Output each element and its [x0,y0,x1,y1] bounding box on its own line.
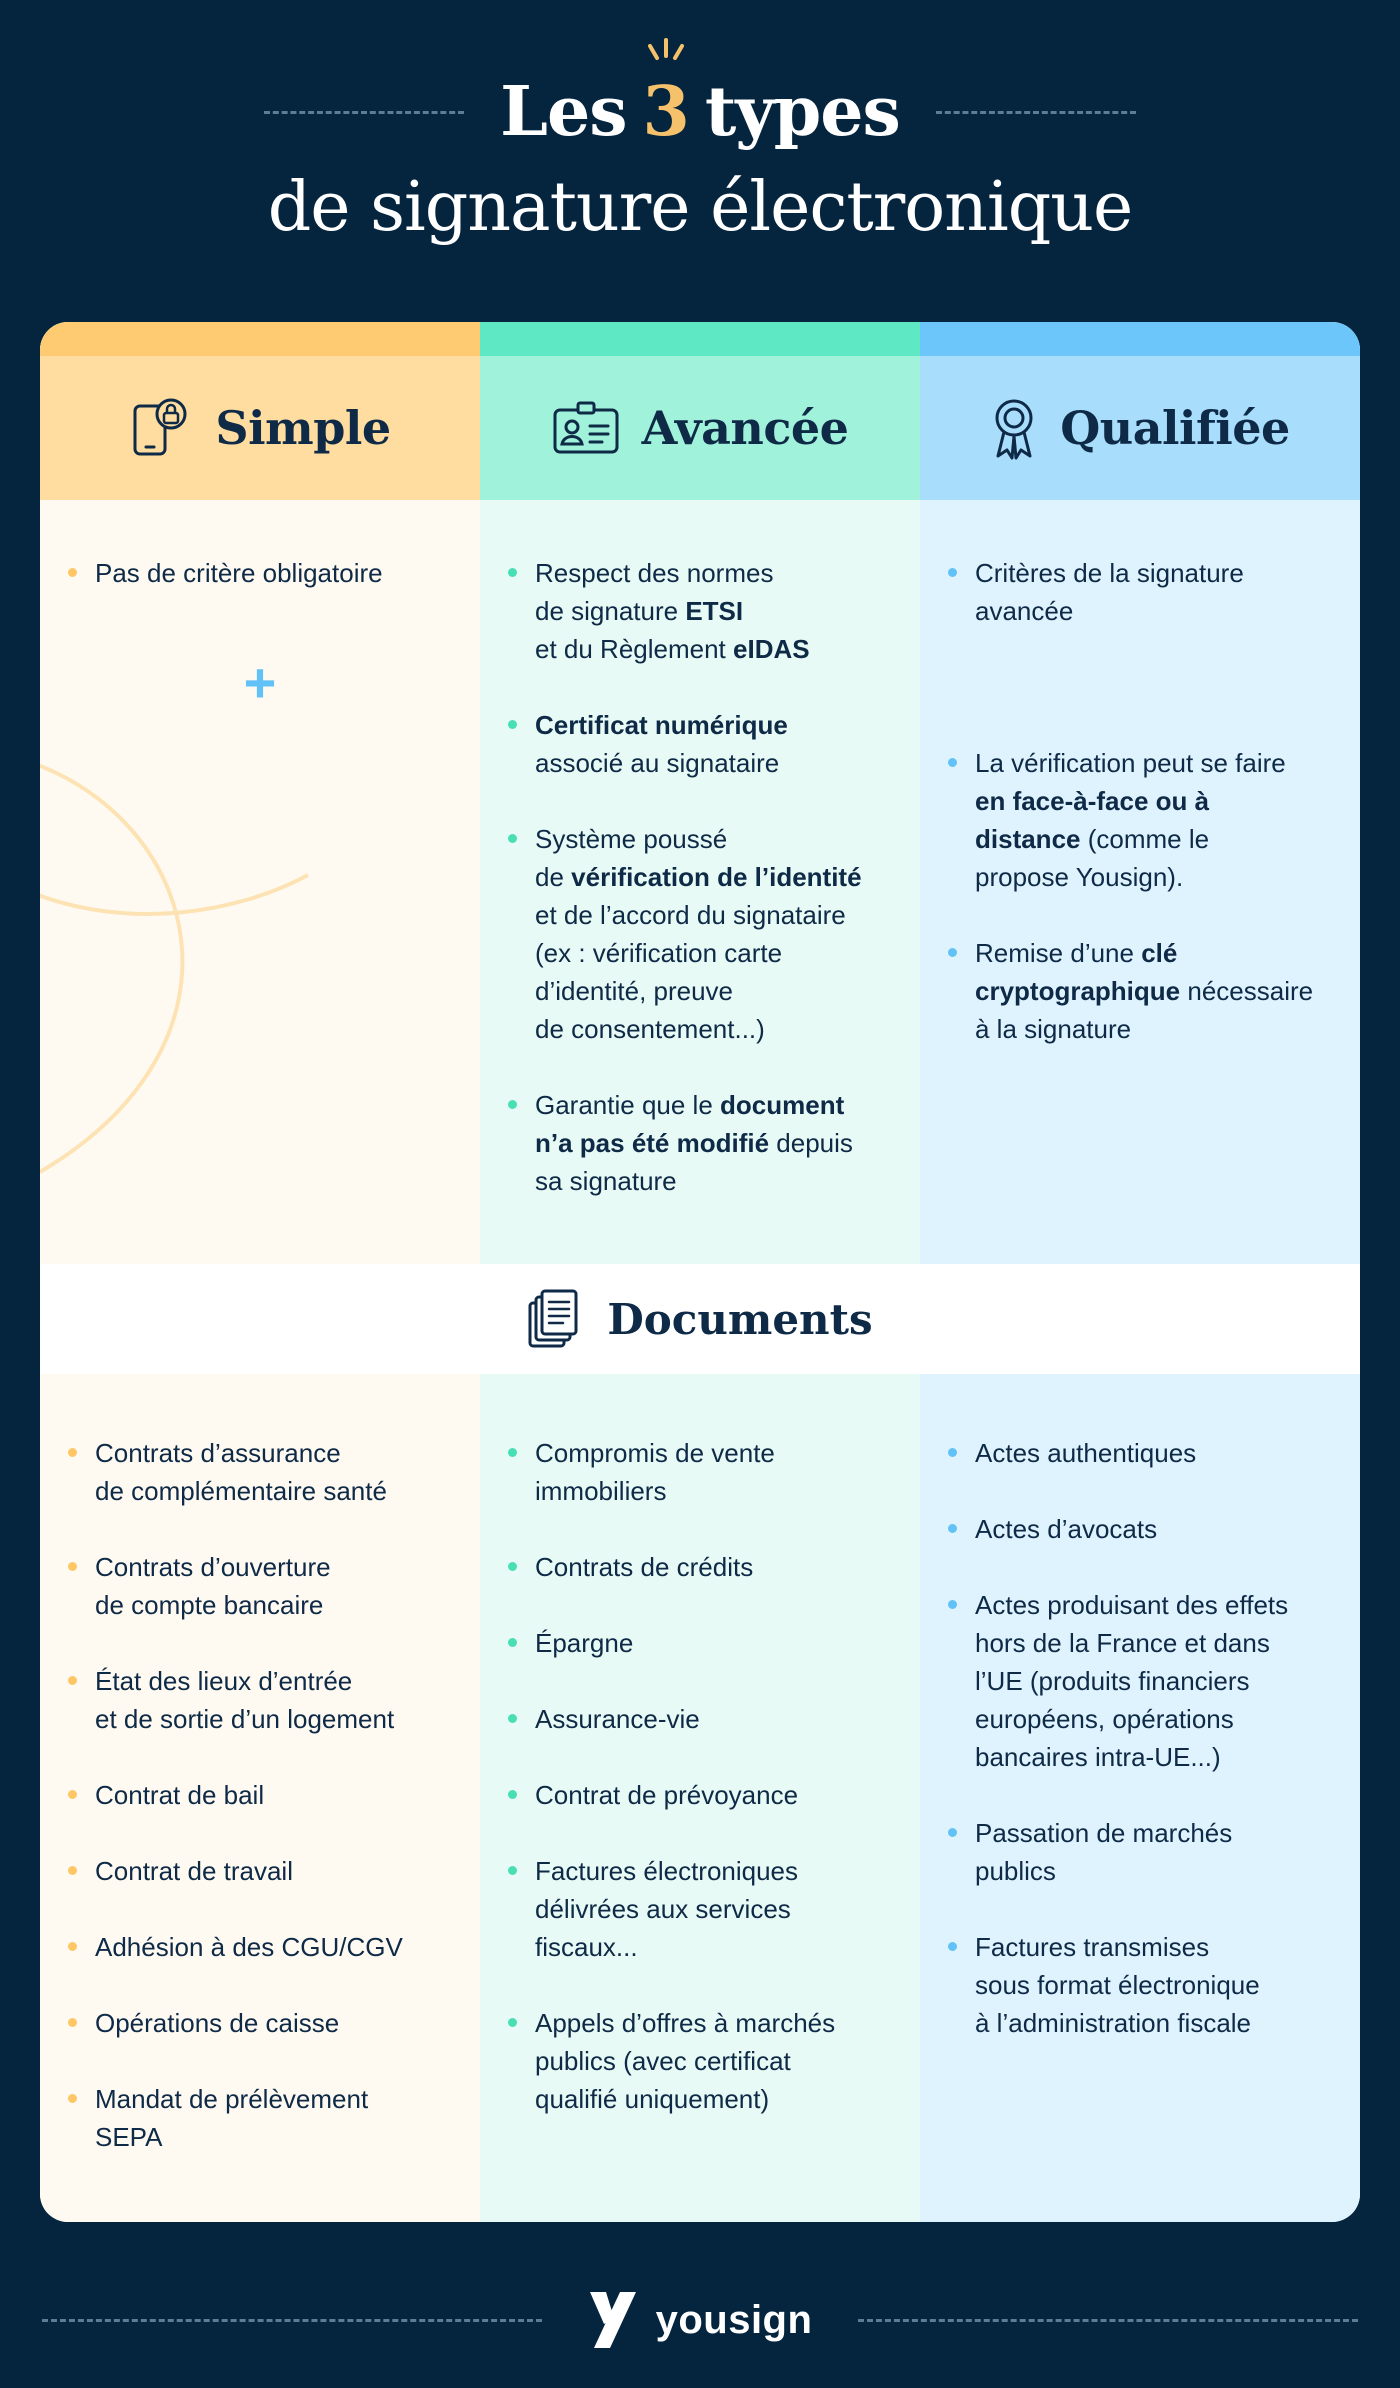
list-item: Opérations de caisse [68,2004,468,2042]
list-item: La vérification peut se faire en face-à-face ou à distance (comme le propose Yousign). [948,744,1348,896]
list-item: Contrats d’ouverture de compte bancaire [68,1548,468,1624]
list-item: Assurance-vie [508,1700,908,1738]
phone-lock-icon [129,396,193,460]
page-subtitle: de signature électronique [267,168,1133,247]
footer [0,2270,1400,2370]
brand-name: yousign [655,2297,813,2342]
list-item: Factures transmises sous format électronique à l’administration fiscale [948,1928,1348,2042]
list-item: Certificat numérique associé au signataire [508,706,908,782]
list-item: Épargne [508,1624,908,1662]
column-header-simple [40,356,480,500]
title-suffix: types [704,72,900,152]
page-title [500,72,900,152]
documents-title: Documents [607,1294,873,1344]
list-item: Factures électroniques délivrées aux services fiscaux... [508,1852,908,1966]
list-item: Adhésion à des CGU/CGV [68,1928,468,1966]
title-number [643,72,689,152]
list-item: Respect des normes de signature ETSI et du Règlement eIDAS [508,554,908,668]
plus-sign: + [243,651,277,714]
header [0,0,1400,300]
title-line-1 [0,72,1400,152]
footer-left-dashes [42,2319,542,2322]
list-item: Passation de marchés publics [948,1814,1348,1890]
list-item: Actes d’avocats [948,1510,1348,1548]
documents-stack-icon [527,1289,581,1349]
column-title-avancee: Avancée [641,401,849,455]
column-title-simple: Simple [215,401,391,455]
avancee-top-bar [480,322,920,356]
list-item: Contrat de prévoyance [508,1776,908,1814]
criteria-list-simple [68,554,468,630]
documents-list-avancee [508,1434,908,2156]
list-item: Appels d’offres à marchés publics (avec certificat qualifié uniquement) [508,2004,908,2118]
simple-top-bar [40,322,480,356]
comparison-card [40,322,1360,2222]
title-prefix: Les [500,72,627,152]
list-item: Pas de critère obligatoire [68,554,468,592]
list-item: Remise d’une clé cryptographique nécessaire à la signature [948,934,1348,1048]
id-card-icon [552,400,620,456]
list-item: Critères de la signature avancée [948,554,1348,630]
yousign-logo-icon [588,2290,638,2350]
column-title-qualifiee: Qualifiée [1060,401,1290,455]
list-item: Mandat de prélèvement SEPA [68,2080,468,2156]
award-ribbon-icon [990,396,1038,460]
column-header-qualifiee [920,356,1360,500]
list-item: État des lieux d’entrée et de sortie d’un logement [68,1662,468,1738]
list-item: Actes produisant des effets hors de la France et dans l’UE (produits financiers européens, opérations bancaires intra-UE...) [948,1586,1348,1776]
documents-list-simple [68,1434,468,2194]
brand [588,2290,813,2350]
documents-list-qualifiee [948,1434,1348,2080]
criteria-list-qualifiee [948,554,1348,668]
column-header-avancee [480,356,920,500]
list-item: Contrats de crédits [508,1548,908,1586]
list-item: Contrat de travail [68,1852,468,1890]
list-item: Garantie que le document n’a pas été modifié depuis sa signature [508,1086,908,1200]
footer-right-dashes [858,2319,1358,2322]
list-item: Système poussé de vérification de l’identité et de l’accord du signataire (ex : vérification carte d’identité, preuve de consentement...) [508,820,908,1048]
list-item: Compromis de vente immobiliers [508,1434,908,1510]
list-item: Contrats d’assurance de complémentaire santé [68,1434,468,1510]
title-left-dashes [264,111,464,114]
qualifiee-top-bar [920,322,1360,356]
documents-header [40,1264,1360,1374]
criteria-list-avancee [508,554,908,1238]
list-item: Actes authentiques [948,1434,1348,1472]
list-item: Contrat de bail [68,1776,468,1814]
sparkle-icon [636,38,696,70]
criteria-list-qualifiee-extra [948,744,1348,1086]
title-number-text: 3 [642,72,689,152]
title-right-dashes [936,111,1136,114]
